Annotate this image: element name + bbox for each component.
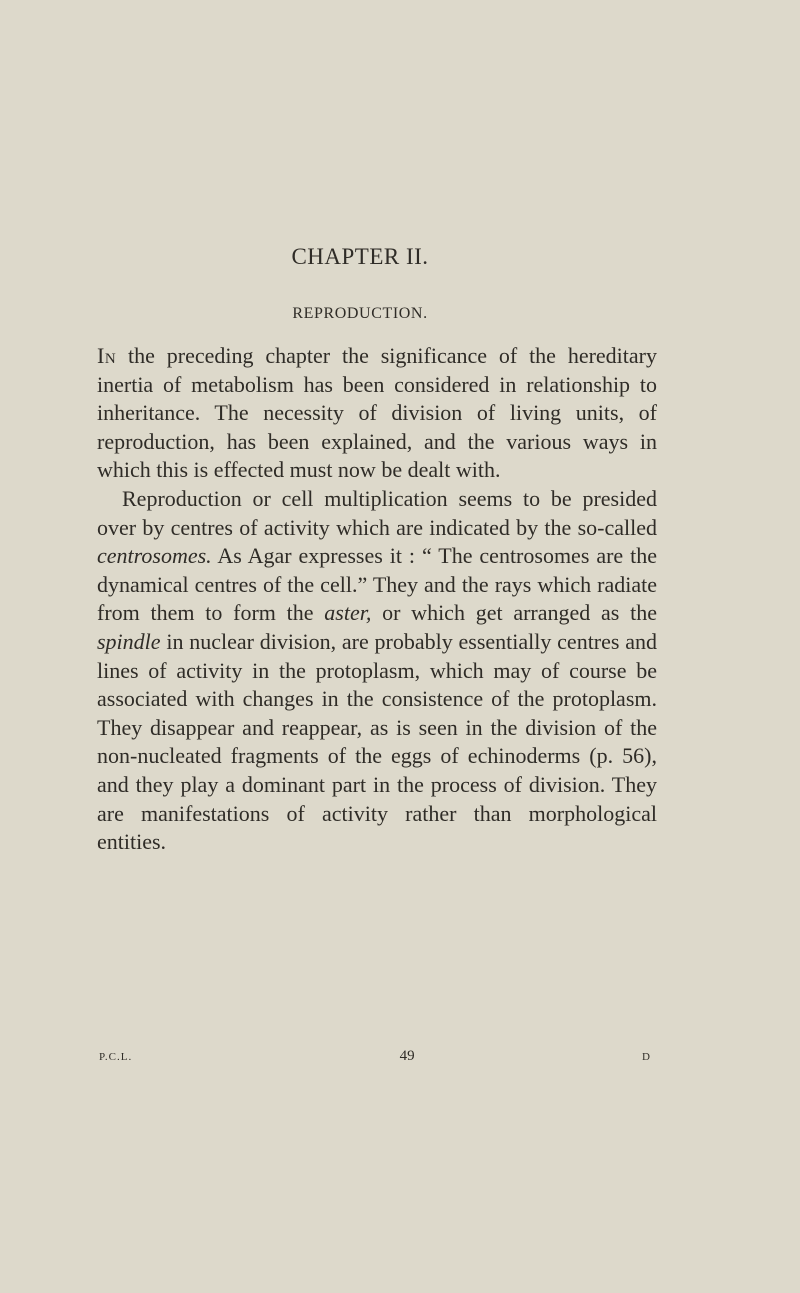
footer-signature-right: D bbox=[642, 1051, 651, 1063]
paragraph-2 bbox=[97, 485, 657, 857]
page-footer bbox=[99, 1048, 651, 1065]
page-number: 49 bbox=[399, 1048, 415, 1064]
chapter-title: CHAPTER II. bbox=[291, 244, 429, 269]
paragraph-2-part-1: Reproduction or cell multiplication seems to be presided over by centres of activity which are indicated by the so-called bbox=[97, 485, 657, 540]
term-aster: aster, bbox=[324, 600, 372, 626]
body-text bbox=[97, 342, 657, 857]
paragraph-2-part-3: or which get arranged as the bbox=[371, 600, 657, 626]
paragraph-1-lead: In bbox=[97, 343, 117, 368]
chapter-subtitle: REPRODUCTION. bbox=[292, 305, 428, 322]
paragraph-1 bbox=[97, 342, 657, 485]
term-centrosomes: centrosomes. bbox=[97, 543, 212, 569]
footer-signature-left: P.C.L. bbox=[99, 1051, 133, 1063]
paragraph-1-text: the preceding chapter the significance of the hereditary inertia of metabolism has been considered in relationship to inheritance. The necessity of division of living units, of reproduction, has been explained, and the various ways in which this is effected must now be dealt with. bbox=[97, 343, 657, 483]
paragraph-2-part-2: As Agar expresses it : “ The centrosomes are the dynamical centres of the cell.” They and the rays which radiate from them to form the bbox=[97, 543, 657, 626]
term-spindle: spindle bbox=[97, 628, 161, 654]
paragraph-2-part-4: in nuclear division, are probably essentially centres and lines of activity in the protoplasm, which may of course be associated with changes in the consistence of the protoplasm. They disappear and reappear, as is seen in the division of the non-nucleated fragments of the eggs of echinoderms (p. 56), and they play a dominant part in the process of division. They are manifestations of activity rather than morphological entities. bbox=[97, 628, 657, 855]
